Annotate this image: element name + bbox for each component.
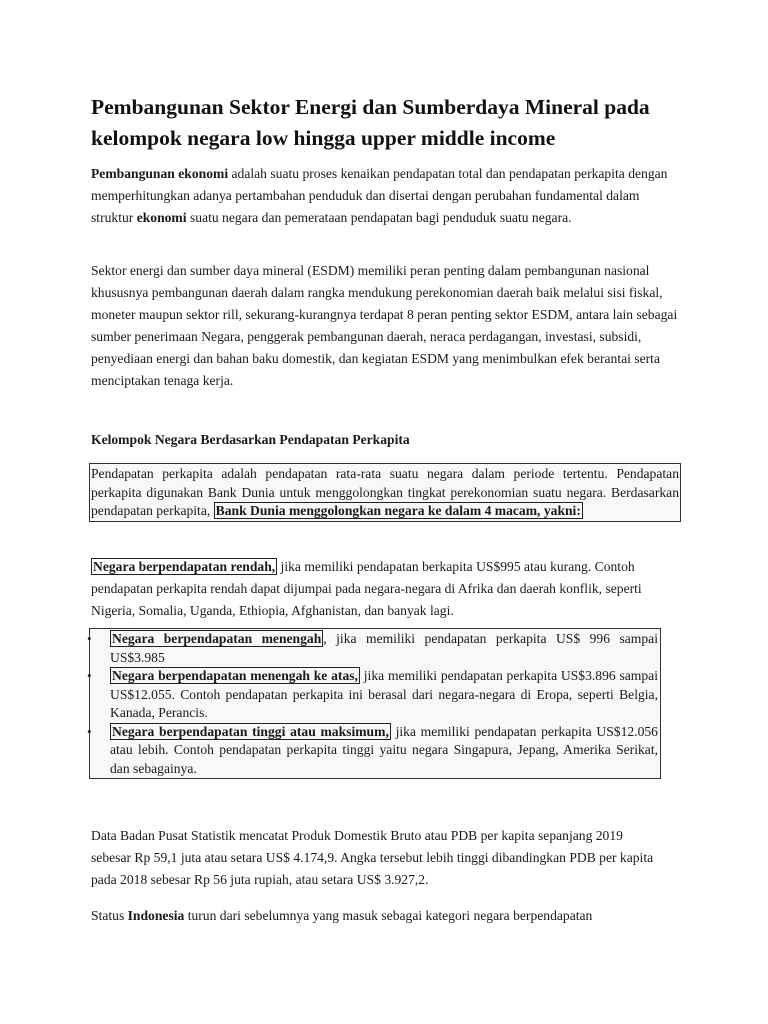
list-item-text: jika memiliki pendapatan perkapita US$3.896 sampai US$12.055. Contoh pendapatan perkapita ini berasal dari negara-negara di Eropa, seperti Belgia, Kanada, Perancis. bbox=[110, 668, 658, 720]
paragraph-economic-development bbox=[91, 163, 671, 229]
highlight-term: Negara berpendapatan tinggi atau maksimum, bbox=[112, 723, 389, 739]
income-categories-box bbox=[89, 628, 661, 779]
definition-box bbox=[89, 463, 681, 522]
bullet-icon: • bbox=[87, 668, 92, 683]
highlight-term: Negara berpendapatan rendah, bbox=[93, 559, 276, 574]
paragraph-text: suatu negara dan pemerataan pendapatan bagi penduduk suatu negara. bbox=[186, 210, 572, 225]
list-item-text: , jika memiliki pendapatan perkapita US$ 996 sampai US$3.985 bbox=[110, 631, 658, 665]
list-item bbox=[87, 723, 660, 779]
highlight-term: Bank Dunia menggolongkan negara ke dalam 4 macam, yakni: bbox=[215, 503, 581, 518]
paragraph-text: jika memiliki pendapatan berkapita US$995 atau kurang. Contoh pendapatan perkapita rendah dapat dijumpai pada negara-negara di Afrika dan daerah konflik, seperti Nigeria, Somalia, Uganda, Ethiopia, Afghanistan, dan banyak lagi. bbox=[91, 559, 642, 618]
highlight-term: Negara berpendapatan menengah bbox=[112, 631, 322, 646]
bullet-icon: • bbox=[87, 723, 92, 739]
paragraph-text: Status bbox=[91, 908, 128, 923]
bold-term: Pembangunan ekonomi bbox=[91, 166, 229, 181]
definition-text: Pendapatan perkapita adalah pendapatan rata-rata suatu negara dalam periode tertentu. Pendapatan perkapita digunakan Bank Dunia untuk menggolongkan tingkat perekonomian suatu negara. Berdasarkan pendapatan perkapita, bbox=[91, 466, 679, 518]
highlight-term: Negara berpendapatan menengah ke atas, bbox=[112, 668, 358, 683]
paragraph-esdm: Sektor energi dan sumber daya mineral (ESDM) memiliki peran penting dalam pembangunan nasional khususnya pembangunan daerah dalam rangka mendukung perekonomian daerah baik melalui sisi fiskal, moneter maupun sektor rill, sekurang-kurangnya terdapat 8 peran penting sektor ESDM, antara lain sebagai sumber penerimaan Negara, penggerak pembangunan daerah, neraca perdagangan, investasi, subsidi, penyediaan energi dan bahan baku domestik, dan kegiatan ESDM yang menimbulkan efek berantai serta menciptakan tenaga kerja. bbox=[91, 263, 678, 388]
bold-term: Indonesia bbox=[127, 908, 185, 923]
paragraph-bps-data: Data Badan Pusat Statistik mencatat Produk Domestik Bruto atau PDB per kapita sepanjang 2019 sebesar Rp 59,1 juta atau setara US$ 4.174,9. Angka tersebut lebih tinggi dibandingkan PDB per kapita pada 2018 sebesar Rp 56 juta rupiah, atau setara US$ 3.927,2. bbox=[91, 828, 654, 887]
document-title: Pembangunan Sektor Energi dan Sumberdaya Mineral pada kelompok negara low hingga upper middle income bbox=[91, 95, 650, 150]
paragraph-low-income bbox=[91, 556, 671, 622]
section-heading: Kelompok Negara Berdasarkan Pendapatan Perkapita bbox=[91, 432, 410, 447]
list-item bbox=[87, 630, 660, 667]
list-item-text: jika memiliki pendapatan perkapita US$12.056 atau lebih. Contoh pendapatan perkapita tinggi yaitu negara Singapura, Jepang, Amerika Serikat, dan sebagainya. bbox=[110, 723, 658, 776]
paragraph-indonesia-status bbox=[91, 905, 671, 927]
paragraph-text: turun dari sebelumnya yang masuk sebagai kategori negara berpendapatan bbox=[184, 908, 593, 923]
bullet-icon: • bbox=[87, 631, 92, 646]
list-item bbox=[87, 667, 660, 723]
bold-term: ekonomi bbox=[136, 210, 187, 225]
income-category-list bbox=[87, 630, 660, 778]
paragraph-text: adalah suatu proses kenaikan pendapatan total dan pendapatan perkapita dengan memperhitungkan adanya pertambahan penduduk dan disertai dengan perubahan fundamental dalam struktur bbox=[91, 166, 668, 225]
